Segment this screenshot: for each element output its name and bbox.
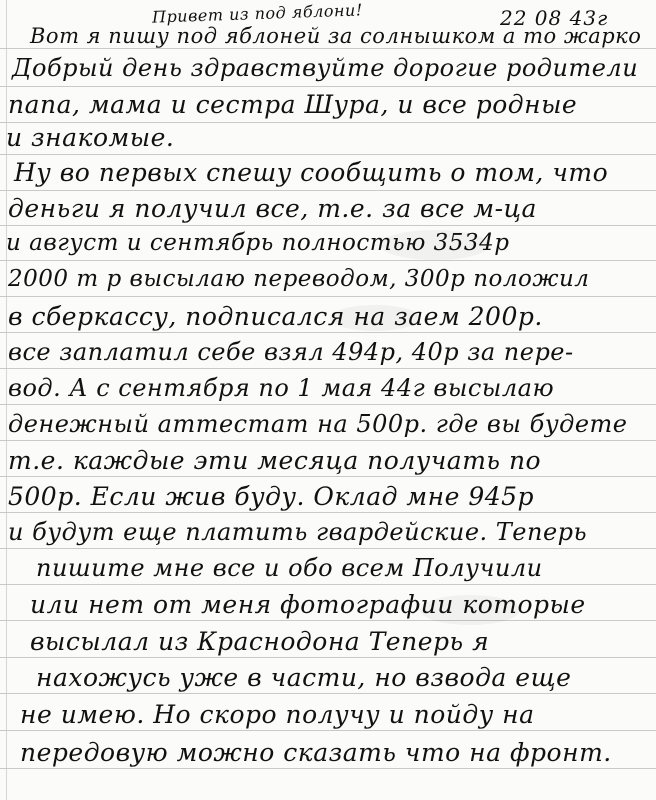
ruled-line [0,190,656,191]
ruled-line [0,693,656,694]
letter-line: все заплатил себе взял 494р, 40р за пере- [8,338,574,366]
ruled-line [0,154,656,155]
letter-line: денежный аттестат на 500р. где вы будете [8,410,628,438]
ruled-line [0,620,656,621]
ruled-line [0,86,656,87]
letter-line: пишите мне все и обо всем Получили [36,554,543,582]
letter-line: высылал из Краснодона Теперь я [30,627,490,656]
letter-line: 2000 т р высылаю переводом, 300р положил [8,266,590,292]
letter-line: или нет от меня фотографии которые [30,590,586,619]
letter-line: вод. А с сентября по 1 мая 44г высылаю [8,374,555,402]
ruled-line [0,512,656,513]
letter-line: деньги я получил все, т.е. за все м-ца [8,194,537,223]
ruled-line [0,48,656,49]
letter-line: Вот я пишу под яблоней за солнышком а то жарко [30,24,642,48]
ruled-line [0,332,656,333]
ruled-line [0,476,656,477]
header-greeting: Привет из под яблони! [151,0,364,27]
ruled-line [0,768,656,769]
ruled-line [0,730,656,731]
letter-line: папа, мама и сестра Шура, и все родные [8,90,578,119]
letter-line: т.е. каждые эти месяца получать по [8,446,542,475]
ruled-line [0,368,656,369]
letter-line: не имею. Но скоро получу и пойду на [20,700,535,729]
ruled-line [0,404,656,405]
ruled-line [0,440,656,441]
ruled-line [0,296,656,297]
letter-line: нахожусь уже в части, но взвода еще [36,663,572,692]
letter-line: и знакомые. [6,123,175,152]
ruled-line [0,657,656,658]
letter-date: 22 08 43г [500,6,609,30]
letter-line: и будут еще платить гвардейские. Теперь [8,518,588,546]
letter-line: в сберкассу, подписался на заем 200р. [8,302,543,331]
letter-line: 500р. Если жив буду. Оклад мне 945р [8,482,535,511]
margin-rule [6,0,7,800]
letter-line: Ну во первых спешу сообщить о том, что [14,158,609,187]
ruled-line [0,260,656,261]
letter-line: Добрый день здравствуйте дорогие родители [12,54,639,82]
ruled-line [0,225,656,226]
letter-line: и август и сентябрь полностью 3534р [6,230,510,256]
ruled-line [0,584,656,585]
ruled-line [0,548,656,549]
letter-line: передовую можно сказать что на фронт. [20,738,612,767]
